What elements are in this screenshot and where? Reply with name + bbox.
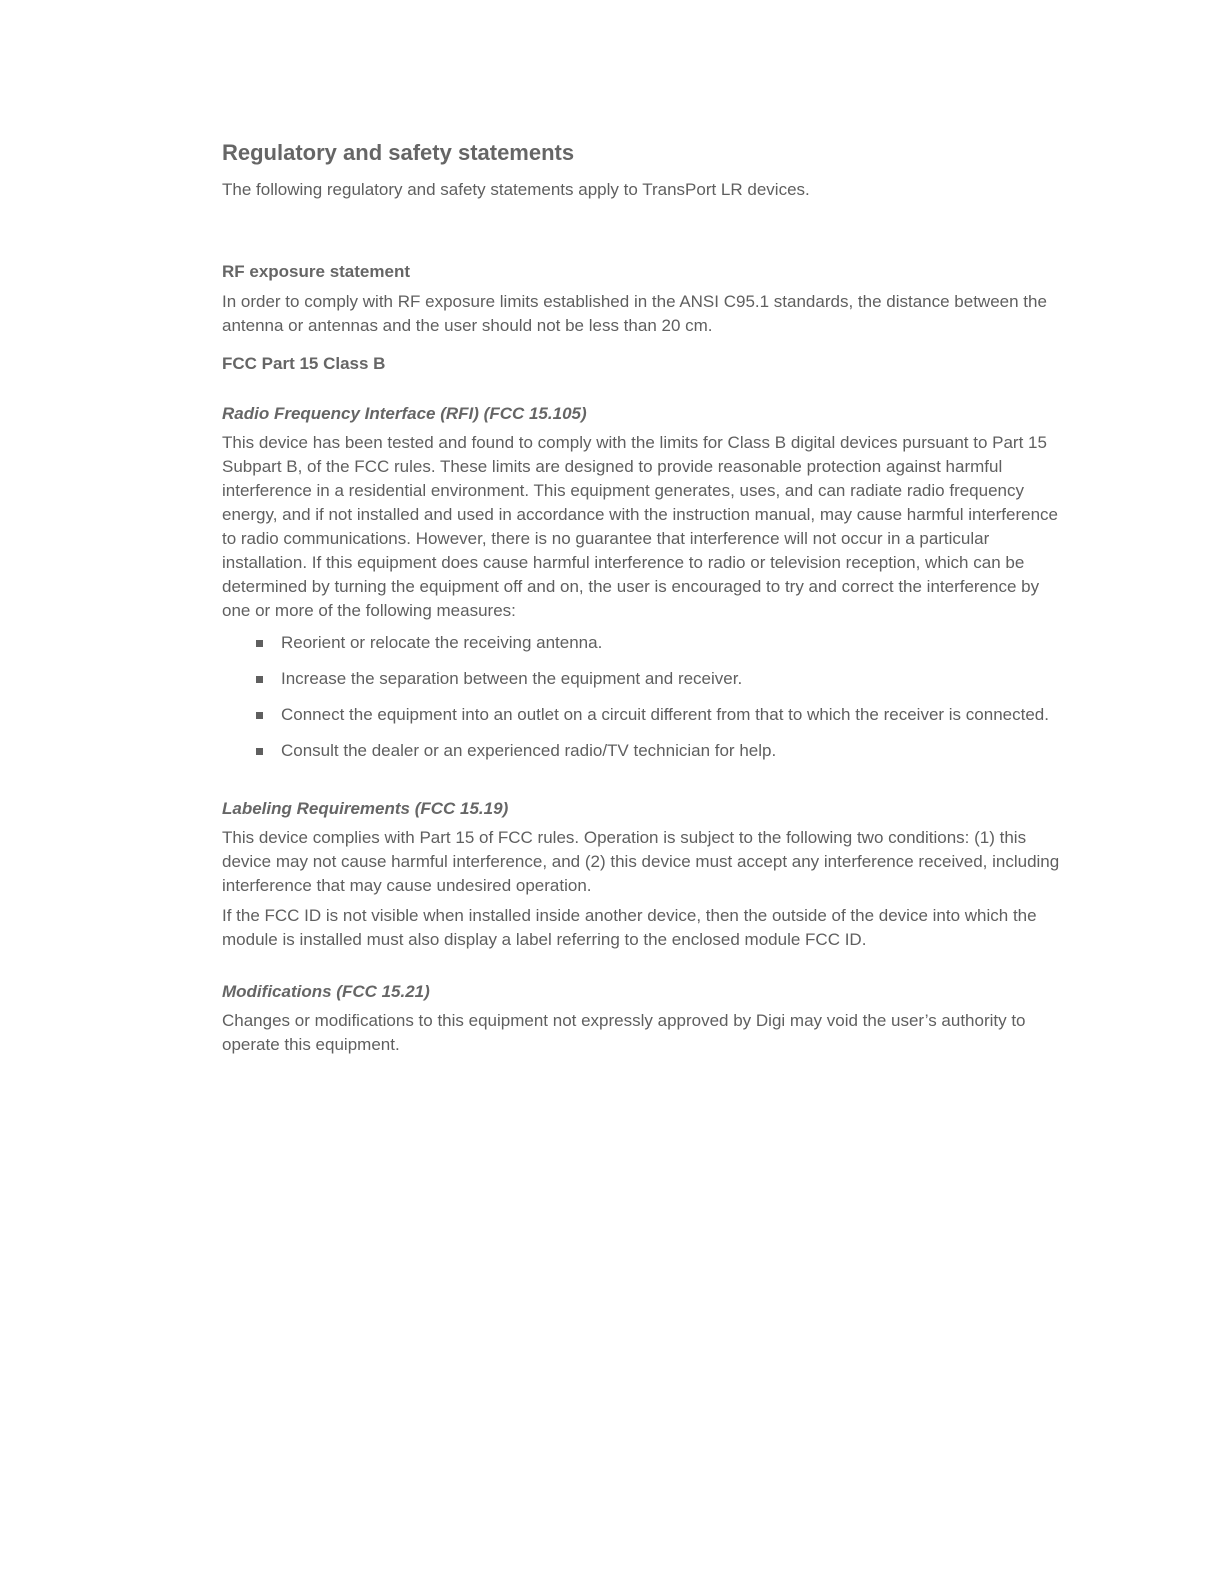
rfi-heading: Radio Frequency Interface (RFI) (FCC 15.105) xyxy=(222,404,587,423)
list-item xyxy=(256,699,1062,731)
rf-exposure-section xyxy=(222,260,1062,338)
rf-exposure-heading: RF exposure statement xyxy=(222,262,410,281)
modifications-text: Changes or modifications to this equipment not expressly approved by Digi may void the user’s authority to operate this equipment. xyxy=(222,1011,1026,1054)
labeling-text-conditions: This device complies with Part 15 of FCC rules. Operation is subject to the following two conditions: (1) this device may not cause harmful interference, and (2) this device must accept any interference received, including interference that may cause undesired operation. xyxy=(222,828,1060,895)
list-item-text: Connect the equipment into an outlet on a circuit different from that to which the receiver is connected. xyxy=(281,705,1049,724)
rf-exposure-text: In order to comply with RF exposure limits established in the ANSI C95.1 standards, the distance between the antenna or antennas and the user should not be less than 20 cm. xyxy=(222,292,1047,335)
fcc-part15-section xyxy=(222,352,1062,1057)
rfi-subsection xyxy=(222,402,1062,767)
fcc-part15-heading: FCC Part 15 Class B xyxy=(222,354,386,373)
labeling-heading: Labeling Requirements (FCC 15.19) xyxy=(222,799,509,818)
labeling-text-fcc-id: If the FCC ID is not visible when installed inside another device, then the outside of the device into which the module is installed must also display a label referring to the enclosed module FCC ID. xyxy=(222,906,1037,949)
square-bullet-icon xyxy=(256,676,263,683)
intro-text: The following regulatory and safety statements apply to TransPort LR devices. xyxy=(222,180,810,199)
labeling-subsection xyxy=(222,797,1062,952)
list-item-text: Consult the dealer or an experienced radio/TV technician for help. xyxy=(281,741,777,760)
list-item xyxy=(256,663,1062,695)
list-item xyxy=(256,627,1062,659)
list-item-text: Reorient or relocate the receiving antenna. xyxy=(281,633,603,652)
square-bullet-icon xyxy=(256,712,263,719)
document-page xyxy=(222,138,1062,1057)
rfi-measures-list xyxy=(222,627,1062,767)
rfi-text: This device has been tested and found to comply with the limits for Class B digital devices pursuant to Part 15 Subpart B, of the FCC rules. These limits are designed to provide reasonable protection against harmful interference in a residential environment. This equipment generates, uses, and can radiate radio frequency energy, and if not installed and used in accordance with the instruction manual, may cause harmful interference to radio communications. However, there is no guarantee that interference will not occur in a particular installation. If this equipment does cause harmful interference to radio or television reception, which can be determined by turning the equipment off and on, the user is encouraged to try and correct the interference by one or more of the following measures: xyxy=(222,433,1058,620)
page-title: Regulatory and safety statements xyxy=(222,140,575,165)
spacer xyxy=(222,771,1062,797)
list-item xyxy=(256,735,1062,767)
list-item-text: Increase the separation between the equipment and receiver. xyxy=(281,669,743,688)
spacer xyxy=(222,952,1062,980)
square-bullet-icon xyxy=(256,748,263,755)
modifications-heading: Modifications (FCC 15.21) xyxy=(222,982,430,1001)
modifications-subsection xyxy=(222,980,1062,1057)
square-bullet-icon xyxy=(256,640,263,647)
